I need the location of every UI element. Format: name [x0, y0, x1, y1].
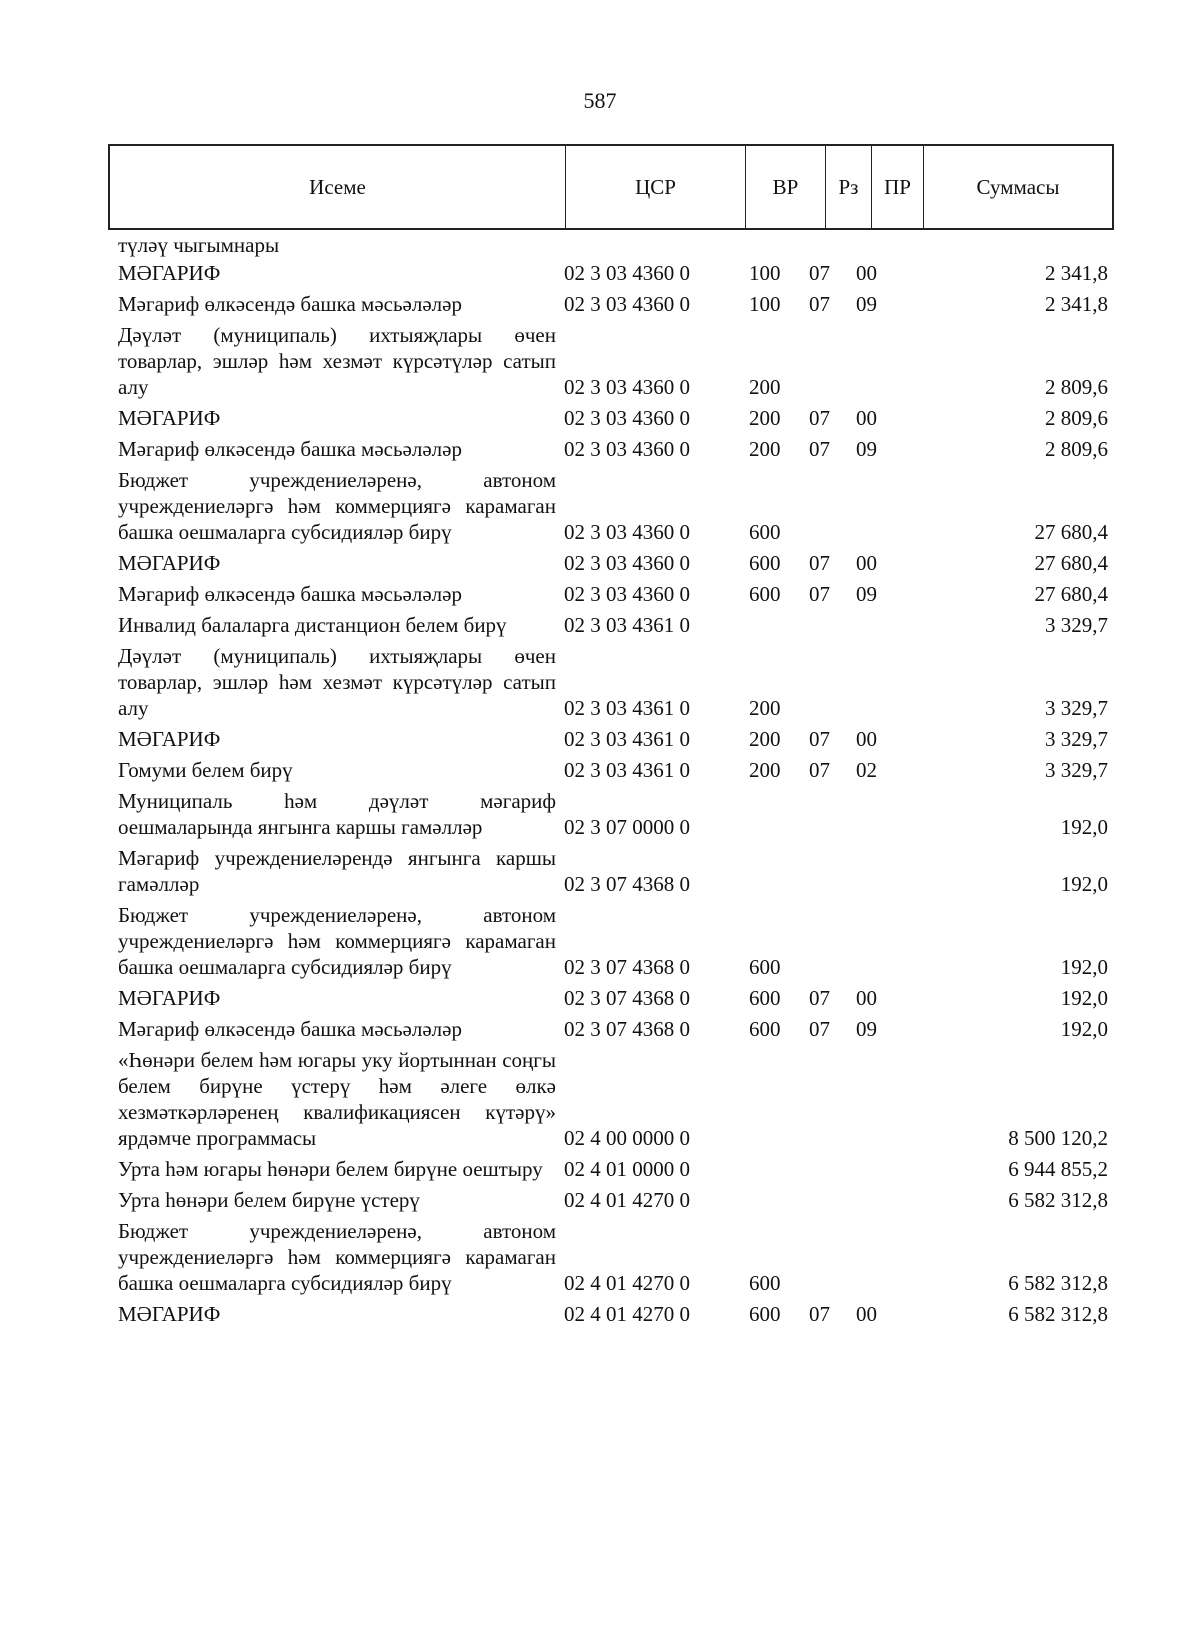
cell-csr: 02 3 03 4360 0 [564, 437, 690, 461]
cell-csr: 02 4 01 0000 0 [564, 1157, 690, 1181]
cell-name: Бюджет учреждениеләренә, автоном учреждениеләргә һәм коммерциягә карамаган башка оешмаларга субсидияләр бирү [118, 903, 556, 979]
cell-name: Бюджет учреждениеләренә, автоном учреждениеләргә һәм коммерциягә карамаган башка оешмаларга субсидияләр бирү [118, 1219, 556, 1295]
header-rz: Рз [826, 146, 872, 228]
cell-name: МӘГАРИФ [118, 727, 221, 751]
cell-csr: 02 3 03 4360 0 [564, 375, 690, 399]
cell-vr: 600 [749, 1271, 781, 1295]
cell-sum: 2 809,6 [1045, 375, 1108, 399]
cell-rz: 07 [809, 1302, 830, 1326]
cell-pr: 00 [856, 406, 877, 430]
table-row [118, 1301, 1108, 1327]
cell-csr: 02 3 03 4360 0 [564, 582, 690, 606]
cell-name: Инвалид балаларга дистанцион белем бирү [118, 613, 507, 637]
table-header [108, 144, 1114, 230]
cell-csr: 02 3 07 4368 0 [564, 986, 690, 1010]
cell-vr: 200 [749, 406, 781, 430]
cell-rz: 07 [809, 727, 830, 751]
cell-name: Муниципаль һәм дәүләт мәгариф оешмаларында янгынга каршы гамәлләр [118, 789, 556, 839]
cell-csr: 02 3 03 4360 0 [564, 551, 690, 575]
cell-csr: 02 4 01 4270 0 [564, 1302, 690, 1326]
cell-rz: 07 [809, 986, 830, 1010]
cell-name: Урта һөнәри белем бирүне үстерү [118, 1188, 420, 1212]
cell-csr: 02 4 01 4270 0 [564, 1271, 690, 1295]
cell-name: Урта һәм югары һөнәри белем бирүне оештыру [118, 1157, 543, 1181]
cell-pr: 00 [856, 261, 877, 285]
cell-sum: 2 341,8 [1045, 261, 1108, 285]
cell-vr: 600 [749, 520, 781, 544]
cell-sum: 192,0 [1060, 815, 1108, 839]
table-row [118, 1187, 1108, 1213]
cell-csr: 02 3 07 4368 0 [564, 955, 690, 979]
cell-csr: 02 3 07 4368 0 [564, 872, 690, 896]
cell-sum: 192,0 [1060, 1017, 1108, 1041]
cell-sum: 2 809,6 [1045, 406, 1108, 430]
cell-rz: 07 [809, 261, 830, 285]
cell-sum: 27 680,4 [1034, 520, 1108, 544]
cell-sum: 2 341,8 [1045, 292, 1108, 316]
cell-sum: 3 329,7 [1045, 613, 1108, 637]
cell-vr: 600 [749, 551, 781, 575]
cell-csr: 02 3 03 4361 0 [564, 727, 690, 751]
cell-vr: 200 [749, 375, 781, 399]
cell-rz: 07 [809, 292, 830, 316]
cell-sum: 2 809,6 [1045, 437, 1108, 461]
cell-csr: 02 4 00 0000 0 [564, 1126, 690, 1150]
cell-pr: 09 [856, 292, 877, 316]
cell-pr: 00 [856, 551, 877, 575]
cell-sum: 3 329,7 [1045, 727, 1108, 751]
table-row [118, 788, 1108, 840]
cell-vr: 200 [749, 727, 781, 751]
cell-rz: 07 [809, 437, 830, 461]
table-row [118, 643, 1108, 721]
header-sum: Суммасы [976, 174, 1060, 199]
cell-sum: 6 944 855,2 [1008, 1157, 1108, 1181]
cell-sum: 27 680,4 [1034, 582, 1108, 606]
table-row [118, 291, 1108, 317]
cell-name: МӘГАРИФ [118, 261, 221, 285]
table-body [118, 232, 1108, 1332]
cell-csr: 02 3 03 4361 0 [564, 696, 690, 720]
cell-vr: 600 [749, 955, 781, 979]
cell-csr: 02 3 03 4360 0 [564, 292, 690, 316]
cell-rz: 07 [809, 551, 830, 575]
table-row [118, 322, 1108, 400]
cell-pr: 09 [856, 1017, 877, 1041]
table-row [118, 845, 1108, 897]
table-row [118, 550, 1108, 576]
page-number: 587 [583, 88, 617, 113]
cell-vr: 600 [749, 1302, 781, 1326]
cell-vr: 600 [749, 986, 781, 1010]
cell-csr: 02 3 03 4360 0 [564, 520, 690, 544]
cell-name: Бюджет учреждениеләренә, автоном учреждениеләргә һәм коммерциягә карамаган башка оешмаларга субсидияләр бирү [118, 468, 556, 544]
table-row [118, 902, 1108, 980]
table-row [118, 612, 1108, 638]
cell-vr: 200 [749, 758, 781, 782]
cell-rz: 07 [809, 582, 830, 606]
header-vr: ВР [746, 146, 826, 228]
cell-name: Гомуми белем бирү [118, 758, 293, 782]
cell-vr: 100 [749, 261, 781, 285]
cell-name: Мәгариф өлкәсендә башка мәсьәләләр [118, 437, 462, 461]
cell-pr: 09 [856, 582, 877, 606]
cell-sum: 6 582 312,8 [1008, 1302, 1108, 1326]
cell-name: МӘГАРИФ [118, 986, 221, 1010]
table-row [118, 726, 1108, 752]
cell-name: МӘГАРИФ [118, 1302, 221, 1326]
cell-name: Мәгариф өлкәсендә башка мәсьәләләр [118, 582, 462, 606]
cell-pr: 00 [856, 727, 877, 751]
cell-name: Мәгариф өлкәсендә башка мәсьәләләр [118, 1017, 462, 1041]
cell-vr: 600 [749, 1017, 781, 1041]
cell-rz: 07 [809, 758, 830, 782]
cell-sum: 3 329,7 [1045, 696, 1108, 720]
cell-name: Мәгариф өлкәсендә башка мәсьәләләр [118, 292, 462, 316]
cell-csr: 02 4 01 4270 0 [564, 1188, 690, 1212]
table-row [118, 260, 1108, 286]
table-row [118, 467, 1108, 545]
cell-sum: 192,0 [1060, 872, 1108, 896]
table-row [118, 436, 1108, 462]
table-row [118, 1047, 1108, 1151]
cell-sum: 192,0 [1060, 986, 1108, 1010]
cell-name: Мәгариф учреждениеләрендә янгынга каршы гамәлләр [118, 846, 556, 896]
cell-csr: 02 3 03 4361 0 [564, 613, 690, 637]
header-csr: ЦСР [566, 146, 746, 228]
cell-vr: 100 [749, 292, 781, 316]
cell-name: Дәүләт (муниципаль) ихтыяҗлары өчен товарлар, эшләр һәм хезмәт күрсәтүләр сатып алу [118, 323, 556, 399]
cell-csr: 02 3 03 4361 0 [564, 758, 690, 782]
cell-vr: 200 [749, 437, 781, 461]
table-row [118, 581, 1108, 607]
table-row [118, 1156, 1108, 1182]
cell-name: «Һөнәри белем һәм югары уку йортыннан соңгы белем бирүне үстерү һәм әлеге өлкә хезмәткәрләренең квалификациясен күтәрү» ярдәмче программасы [118, 1048, 556, 1150]
cell-csr: 02 3 07 4368 0 [564, 1017, 690, 1041]
cell-pr: 00 [856, 1302, 877, 1326]
header-pr: ПР [872, 146, 924, 228]
table-row [118, 985, 1108, 1011]
cell-sum: 3 329,7 [1045, 758, 1108, 782]
table-row [118, 1016, 1108, 1042]
cell-vr: 200 [749, 696, 781, 720]
cell-rz: 07 [809, 1017, 830, 1041]
cell-sum: 6 582 312,8 [1008, 1188, 1108, 1212]
cell-pr: 09 [856, 437, 877, 461]
cell-sum: 27 680,4 [1034, 551, 1108, 575]
cell-vr: 600 [749, 582, 781, 606]
cell-pr: 00 [856, 986, 877, 1010]
cell-csr: 02 3 07 0000 0 [564, 815, 690, 839]
table-row [118, 757, 1108, 783]
table-row [118, 1218, 1108, 1296]
cell-rz: 07 [809, 406, 830, 430]
cell-name: түләү чыгымнары [118, 233, 280, 257]
cell-sum: 8 500 120,2 [1008, 1126, 1108, 1150]
table-row [118, 232, 1108, 258]
cell-pr: 02 [856, 758, 877, 782]
cell-csr: 02 3 03 4360 0 [564, 261, 690, 285]
cell-name: МӘГАРИФ [118, 406, 221, 430]
header-name: Исеме [110, 146, 566, 228]
cell-name: Дәүләт (муниципаль) ихтыяҗлары өчен товарлар, эшләр һәм хезмәт күрсәтүләр сатып алу [118, 644, 556, 720]
cell-csr: 02 3 03 4360 0 [564, 406, 690, 430]
cell-sum: 6 582 312,8 [1008, 1271, 1108, 1295]
cell-name: МӘГАРИФ [118, 551, 221, 575]
table-row [118, 405, 1108, 431]
cell-sum: 192,0 [1060, 955, 1108, 979]
